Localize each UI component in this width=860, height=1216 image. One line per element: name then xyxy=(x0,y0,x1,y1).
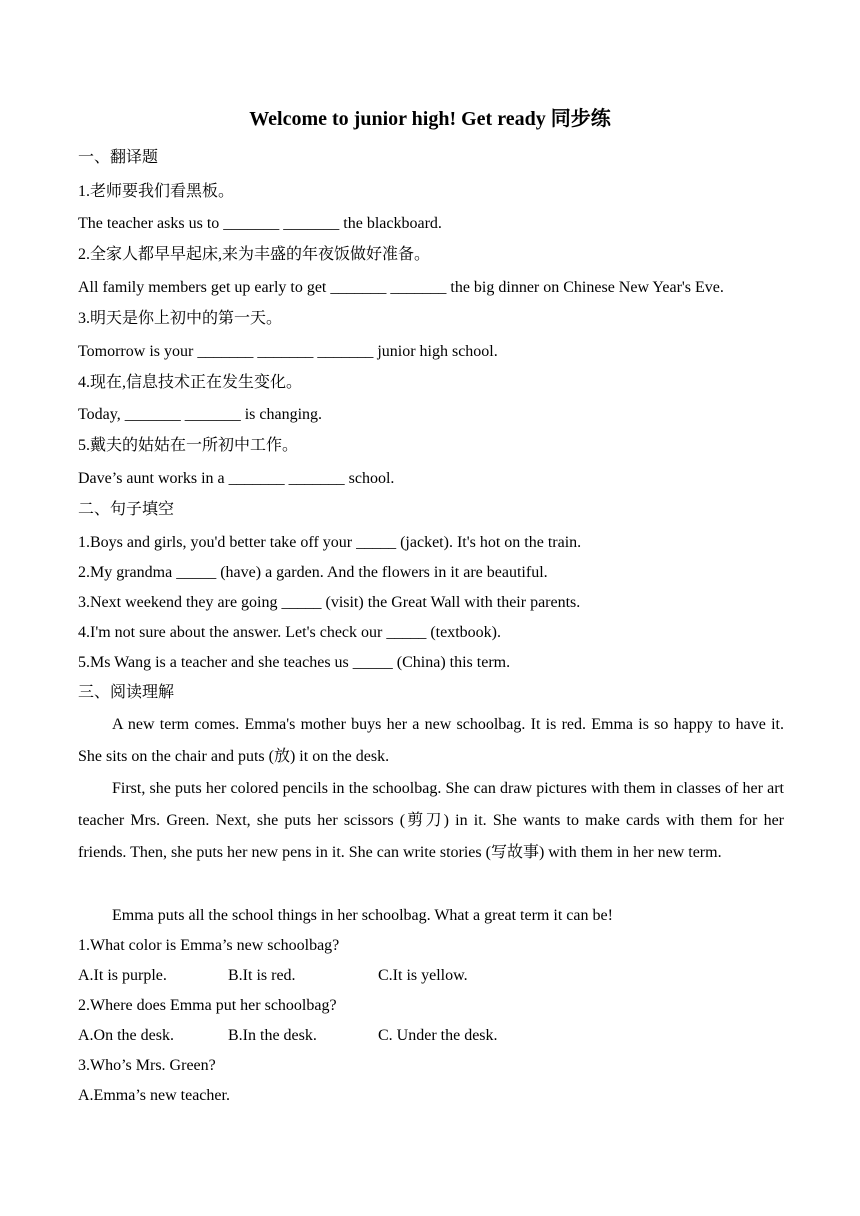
reading-paragraph-1: A new term comes. Emma's mother buys her a new schoolbag. It is red. Emma is so happy to have it. She sits on the chair and puts (放) it on the desk. xyxy=(78,716,784,765)
translation-item-5-cn: 5.戴夫的姑姑在一所初中工作。 xyxy=(78,437,299,454)
reading-paragraph-2: First, she puts her colored pencils in the schoolbag. She can draw pictures with them in classes of her art teacher Mrs. Green. Next, she puts her scissors (剪刀) in it. She wants to make cards with them for her friends. Then, she puts her new pens in it. She can write stories (写故事) with them in her new term. xyxy=(78,780,784,861)
reading-paragraph-3: Emma puts all the school things in her schoolbag. What a great term it can be! xyxy=(112,907,613,924)
sentence-fill-item-5: 5.Ms Wang is a teacher and she teaches us _____ (China) this term. xyxy=(78,654,511,671)
section-heading-reading: 三、阅读理解 xyxy=(78,684,175,701)
reading-question-1: 1.What color is Emma’s new schoolbag? xyxy=(78,937,340,954)
question-2-option-c: C. Under the desk. xyxy=(378,1027,498,1044)
translation-item-4-cn: 4.现在,信息技术正在发生变化。 xyxy=(78,374,303,391)
question-1-option-c: C.It is yellow. xyxy=(378,967,468,984)
question-3-option-a: A.Emma’s new teacher. xyxy=(78,1087,230,1104)
translation-item-1-cn: 1.老师要我们看黑板。 xyxy=(78,183,235,200)
reading-question-2: 2.Where does Emma put her schoolbag? xyxy=(78,997,337,1014)
question-1-option-a: A.It is purple. xyxy=(78,967,167,984)
page-title: Welcome to junior high! Get ready 同步练 xyxy=(249,108,611,130)
section-heading-sentence-fill: 二、句子填空 xyxy=(78,501,175,518)
translation-item-3-en: Tomorrow is your _______ _______ _______ junior high school. xyxy=(78,343,498,360)
question-2-option-b: B.In the desk. xyxy=(228,1027,317,1044)
translation-item-5-en: Dave’s aunt works in a _______ _______ school. xyxy=(78,470,395,487)
section-heading-translation: 一、翻译题 xyxy=(78,149,159,166)
translation-item-2-cn: 2.全家人都早早起床,来为丰盛的年夜饭做好准备。 xyxy=(78,246,431,263)
translation-item-4-en: Today, _______ _______ is changing. xyxy=(78,406,323,423)
sentence-fill-item-4: 4.I'm not sure about the answer. Let's check our _____ (textbook). xyxy=(78,624,501,641)
sentence-fill-item-1: 1.Boys and girls, you'd better take off your _____ (jacket). It's hot on the train. xyxy=(78,534,582,551)
question-1-option-b: B.It is red. xyxy=(228,967,296,984)
reading-question-3: 3.Who’s Mrs. Green? xyxy=(78,1057,216,1074)
sentence-fill-item-3: 3.Next weekend they are going _____ (visit) the Great Wall with their parents. xyxy=(78,594,581,611)
question-2-option-a: A.On the desk. xyxy=(78,1027,174,1044)
translation-item-3-cn: 3.明天是你上初中的第一天。 xyxy=(78,310,283,327)
sentence-fill-item-2: 2.My grandma _____ (have) a garden. And the flowers in it are beautiful. xyxy=(78,564,548,581)
translation-item-2-en: All family members get up early to get _______ _______ the big dinner on Chinese New Year's Eve. xyxy=(78,279,724,296)
translation-item-1-en: The teacher asks us to _______ _______ the blackboard. xyxy=(78,215,442,232)
